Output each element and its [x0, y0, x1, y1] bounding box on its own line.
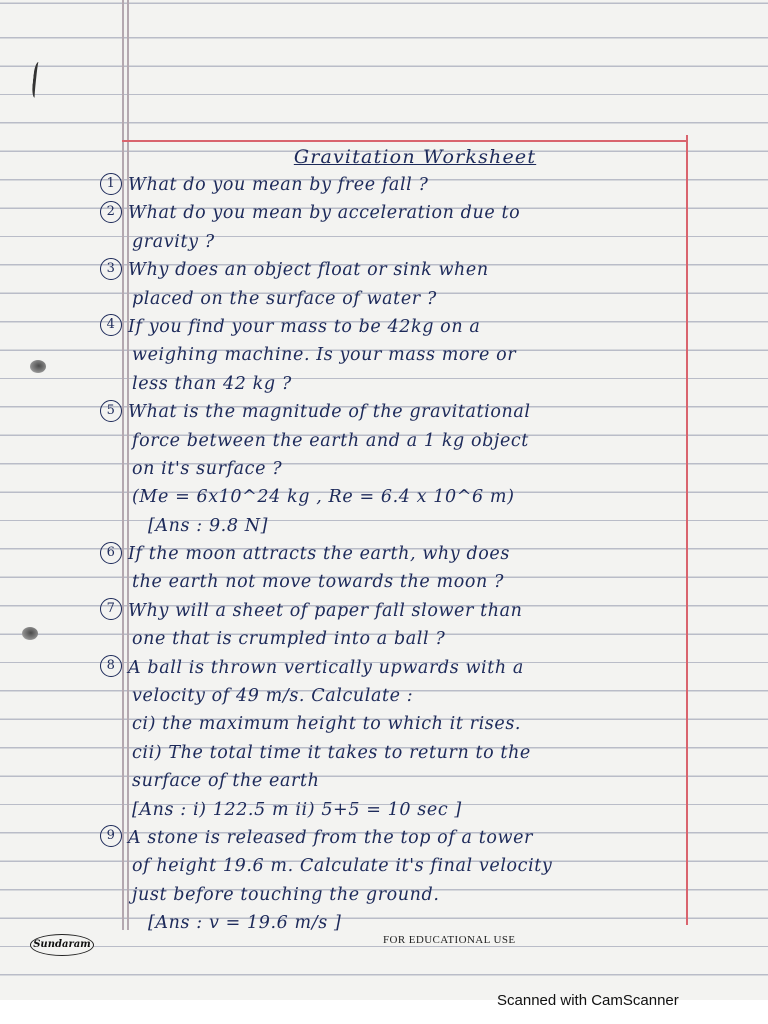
- question-line: [100, 824, 690, 852]
- continuation-line: [100, 455, 690, 483]
- continuation-line: [100, 427, 690, 455]
- continuation-line: [100, 852, 690, 880]
- line-text: force between the earth and a 1 kg object: [132, 430, 529, 451]
- line-text: ci) the maximum height to which it rises.: [132, 714, 522, 735]
- line-text: If the moon attracts the earth, why does: [128, 544, 510, 565]
- question-number-badge: 5: [100, 400, 122, 422]
- continuation-line: [100, 767, 690, 795]
- question-line: [100, 256, 690, 284]
- line-text: of height 19.6 m. Calculate it's final velocity: [132, 856, 553, 877]
- line-text: What do you mean by acceleration due to: [128, 203, 521, 224]
- question-line: [100, 540, 690, 568]
- question-number-badge: 6: [100, 542, 122, 564]
- pen-mark: [31, 62, 44, 99]
- question-line: [100, 199, 690, 227]
- line-text: just before touching the ground.: [132, 884, 440, 905]
- line-text: [Ans : i) 122.5 m ii) 5+5 = 10 sec ]: [132, 799, 462, 820]
- continuation-line: [100, 483, 690, 511]
- question-number-badge: 9: [100, 825, 122, 847]
- line-text: placed on the surface of water ?: [132, 288, 437, 309]
- continuation-line: [100, 512, 690, 540]
- question-lines: [100, 171, 690, 938]
- question-number-badge: 8: [100, 655, 122, 677]
- line-text: cii) The total time it takes to return to the: [132, 742, 531, 763]
- line-text: on it's surface ?: [132, 458, 283, 479]
- question-line: [100, 171, 690, 199]
- scanner-watermark: Scanned with CamScanner: [497, 992, 679, 1009]
- question-line: [100, 313, 690, 341]
- line-text: velocity of 49 m/s. Calculate :: [132, 686, 414, 707]
- continuation-line: [100, 710, 690, 738]
- brand-logo: Sundaram: [30, 934, 94, 956]
- continuation-line: [100, 739, 690, 767]
- question-line: [100, 654, 690, 682]
- question-line: [100, 597, 690, 625]
- continuation-line: [100, 796, 690, 824]
- top-margin-line: [122, 140, 688, 142]
- line-text: gravity ?: [132, 231, 215, 252]
- continuation-line: [100, 682, 690, 710]
- worksheet-content: [100, 144, 690, 938]
- line-text: surface of the earth: [132, 771, 320, 792]
- line-text: (Me = 6x10^24 kg , Re = 6.4 x 10^6 m): [132, 487, 515, 508]
- question-number-badge: 3: [100, 258, 122, 280]
- continuation-line: [100, 285, 690, 313]
- question-number-badge: 1: [100, 173, 122, 195]
- line-text: one that is crumpled into a ball ?: [132, 629, 446, 650]
- line-text: If you find your mass to be 42kg on a: [128, 316, 481, 337]
- line-text: Why will a sheet of paper fall slower than: [128, 600, 523, 621]
- binder-hole: [30, 360, 46, 373]
- line-text: A stone is released from the top of a tower: [128, 827, 534, 848]
- line-text: Why does an object float or sink when: [128, 260, 489, 281]
- question-line: [100, 398, 690, 426]
- continuation-line: [100, 228, 690, 256]
- line-text: [Ans : v = 19.6 m/s ]: [148, 913, 342, 934]
- continuation-line: [100, 625, 690, 653]
- question-number-badge: 7: [100, 598, 122, 620]
- worksheet-title: Gravitation Worksheet: [293, 146, 537, 168]
- line-text: weighing machine. Is your mass more or: [132, 345, 517, 366]
- continuation-line: [100, 341, 690, 369]
- binder-hole: [22, 627, 38, 640]
- line-text: What do you mean by free fall ?: [128, 175, 429, 195]
- question-number-badge: 2: [100, 201, 122, 223]
- footer-text: FOR EDUCATIONAL USE: [383, 934, 516, 946]
- line-text: A ball is thrown vertically upwards with a: [128, 657, 524, 678]
- question-number-badge: 4: [100, 314, 122, 336]
- continuation-line: [100, 370, 690, 398]
- line-text: [Ans : 9.8 N]: [148, 515, 269, 536]
- line-text: less than 42 kg ?: [132, 373, 292, 394]
- continuation-line: [100, 568, 690, 596]
- continuation-line: [100, 881, 690, 909]
- line-text: What is the magnitude of the gravitational: [128, 402, 531, 423]
- line-text: the earth not move towards the moon ?: [132, 572, 504, 593]
